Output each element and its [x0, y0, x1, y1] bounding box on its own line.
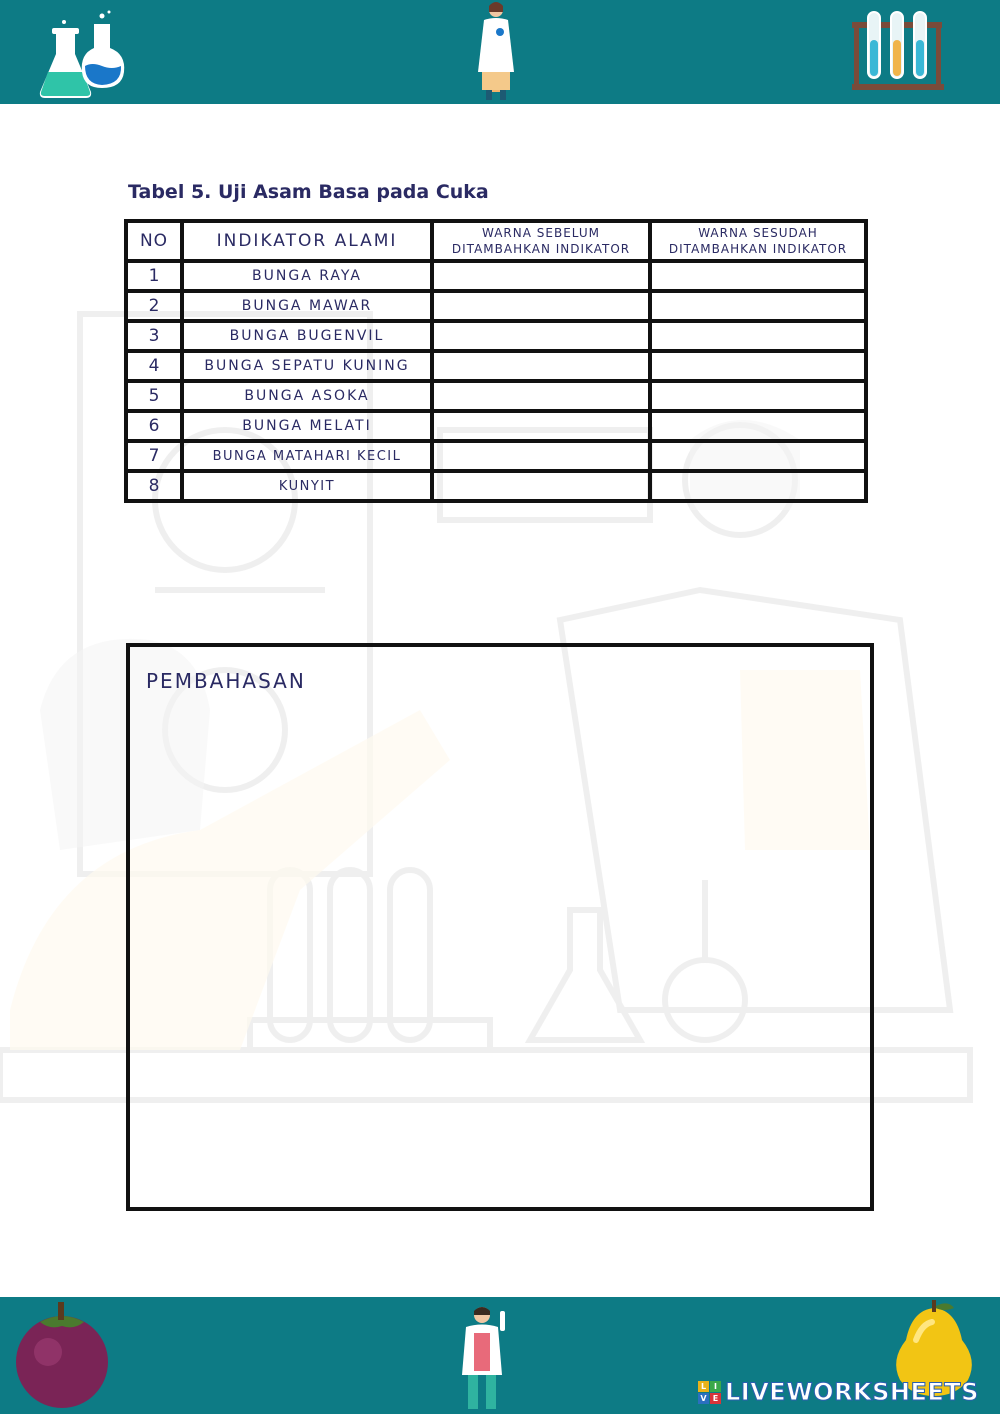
input-cell-sebelum[interactable] — [432, 441, 650, 471]
liveworksheets-logo-icon — [698, 1381, 721, 1404]
table-row — [126, 411, 866, 441]
row-number: 5 — [126, 381, 182, 411]
input-cell-sesudah[interactable] — [650, 441, 866, 471]
header-sebelum-line2: DITAMBAHKAN INDIKATOR — [451, 242, 631, 256]
input-cell-sebelum[interactable] — [432, 261, 650, 291]
mangosteen-icon — [10, 1300, 114, 1410]
discussion-label: PEMBAHASAN — [146, 669, 306, 693]
input-cell-sesudah[interactable] — [650, 321, 866, 351]
scientist-icon — [452, 1303, 514, 1413]
discussion-box[interactable] — [126, 643, 874, 1211]
header-warna-sesudah — [650, 221, 866, 261]
input-cell-sebelum[interactable] — [432, 351, 650, 381]
row-indicator-name: BUNGA MELATI — [182, 411, 432, 441]
row-indicator-name: KUNYIT — [182, 471, 432, 501]
header-no: NO — [126, 221, 182, 261]
badge-letter: V — [698, 1393, 709, 1404]
header-sebelum-line1: WARNA SEBELUM — [482, 226, 600, 240]
table-row — [126, 381, 866, 411]
input-cell-sesudah[interactable] — [650, 351, 866, 381]
badge-letter: I — [710, 1381, 721, 1392]
input-cell-sebelum[interactable] — [432, 321, 650, 351]
header-warna-sebelum — [432, 221, 650, 261]
row-indicator-name: BUNGA BUGENVIL — [182, 321, 432, 351]
header-indikator: INDIKATOR ALAMI — [182, 221, 432, 261]
table-row — [126, 441, 866, 471]
table-title: Tabel 5. Uji Asam Basa pada Cuka — [128, 181, 489, 203]
row-number: 2 — [126, 291, 182, 321]
row-number: 7 — [126, 441, 182, 471]
header-sesudah-line1: WARNA SESUDAH — [698, 226, 818, 240]
header-sesudah-line2: DITAMBAHKAN INDIKATOR — [668, 242, 848, 256]
badge-letter: E — [710, 1393, 721, 1404]
row-number: 4 — [126, 351, 182, 381]
liveworksheets-watermark — [698, 1378, 979, 1406]
row-number: 1 — [126, 261, 182, 291]
row-number: 3 — [126, 321, 182, 351]
liveworksheets-text: LIVEWORKSHEETS — [725, 1378, 979, 1406]
input-cell-sesudah[interactable] — [650, 261, 866, 291]
indicator-table — [124, 219, 868, 503]
flask-icon — [36, 10, 128, 102]
input-cell-sebelum[interactable] — [432, 381, 650, 411]
input-cell-sebelum[interactable] — [432, 471, 650, 501]
table-row — [126, 321, 866, 351]
row-number: 6 — [126, 411, 182, 441]
input-cell-sebelum[interactable] — [432, 411, 650, 441]
row-number: 8 — [126, 471, 182, 501]
table-row — [126, 471, 866, 501]
row-indicator-name: BUNGA ASOKA — [182, 381, 432, 411]
input-cell-sesudah[interactable] — [650, 411, 866, 441]
row-indicator-name: BUNGA MATAHARI KECIL — [182, 441, 432, 471]
table-row — [126, 351, 866, 381]
input-cell-sesudah[interactable] — [650, 381, 866, 411]
input-cell-sesudah[interactable] — [650, 291, 866, 321]
test-tubes-icon — [850, 10, 946, 92]
row-indicator-name: BUNGA MAWAR — [182, 291, 432, 321]
row-indicator-name: BUNGA SEPATU KUNING — [182, 351, 432, 381]
input-cell-sebelum[interactable] — [432, 291, 650, 321]
scientist-icon — [470, 0, 522, 104]
table-row — [126, 261, 866, 291]
table-row — [126, 291, 866, 321]
input-cell-sesudah[interactable] — [650, 471, 866, 501]
badge-letter: L — [698, 1381, 709, 1392]
row-indicator-name: BUNGA RAYA — [182, 261, 432, 291]
